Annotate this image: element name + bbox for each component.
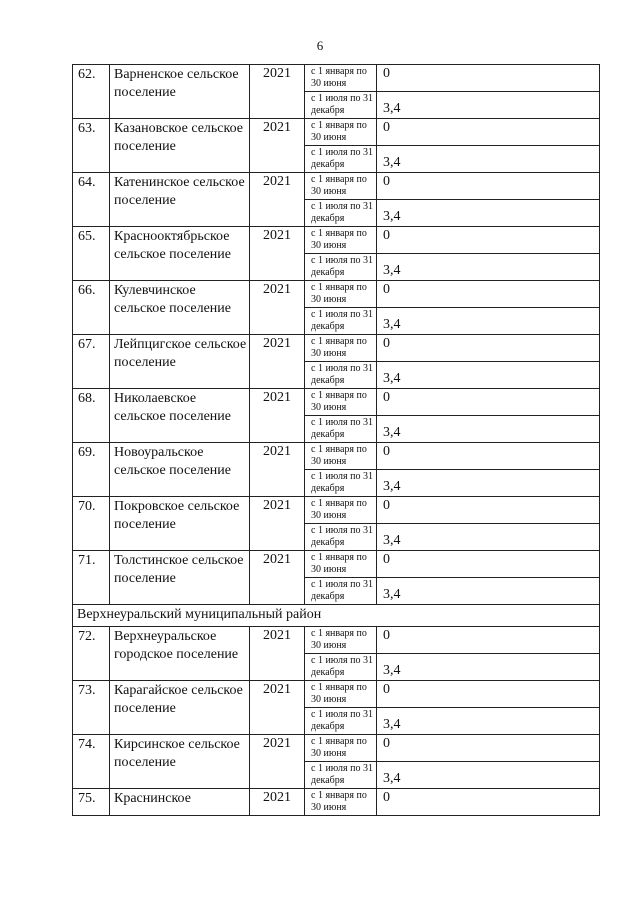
value-second-half: 3,4: [377, 762, 600, 789]
settlement-name: Карагайское сельское поселение: [110, 681, 250, 735]
value-second-half: 3,4: [377, 146, 600, 173]
period-second-half: с 1 июля по 31 декабря: [305, 146, 377, 173]
value-first-half: 0: [377, 681, 600, 708]
row-number: 73.: [73, 681, 110, 735]
value-first-half: 0: [377, 389, 600, 416]
period-first-half: с 1 января по 30 июня: [305, 65, 377, 92]
table-row: [73, 681, 600, 708]
settlement-name: Новоуральское сельское поселение: [110, 443, 250, 497]
period-first-half: с 1 января по 30 июня: [305, 281, 377, 308]
period-second-half: с 1 июля по 31 декабря: [305, 200, 377, 227]
district-name: Верхнеуральский муниципальный район: [73, 605, 600, 627]
row-number: 71.: [73, 551, 110, 605]
period-second-half: с 1 июля по 31 декабря: [305, 416, 377, 443]
year: 2021: [250, 119, 305, 173]
table-row: [73, 443, 600, 470]
value-first-half: 0: [377, 173, 600, 200]
table-row: [73, 65, 600, 92]
settlement-name: Краснинское: [110, 789, 250, 816]
row-number: 64.: [73, 173, 110, 227]
row-number: 75.: [73, 789, 110, 816]
row-number: 63.: [73, 119, 110, 173]
value-first-half: 0: [377, 65, 600, 92]
period-first-half: с 1 января по 30 июня: [305, 119, 377, 146]
year: 2021: [250, 65, 305, 119]
table-row: [73, 227, 600, 254]
year: 2021: [250, 627, 305, 681]
year: 2021: [250, 735, 305, 789]
settlement-name: Варненское сельское поселение: [110, 65, 250, 119]
year: 2021: [250, 227, 305, 281]
settlement-rows: [73, 65, 600, 605]
row-number: 72.: [73, 627, 110, 681]
value-first-half: 0: [377, 335, 600, 362]
settlement-name: Верхнеуральское городское поселение: [110, 627, 250, 681]
settlement-name: Кулевчинское сельское поселение: [110, 281, 250, 335]
period-first-half: с 1 января по 30 июня: [305, 627, 377, 654]
period-second-half: с 1 июля по 31 декабря: [305, 254, 377, 281]
period-first-half: с 1 января по 30 июня: [305, 227, 377, 254]
table-row: [73, 551, 600, 578]
value-first-half: 0: [377, 551, 600, 578]
value-first-half: 0: [377, 789, 600, 816]
year: 2021: [250, 443, 305, 497]
year: 2021: [250, 281, 305, 335]
value-second-half: 3,4: [377, 200, 600, 227]
district-settlement-rows: [73, 627, 600, 789]
table-row: [73, 389, 600, 416]
row-number: 65.: [73, 227, 110, 281]
district-row: [73, 605, 600, 627]
year: 2021: [250, 681, 305, 735]
value-first-half: 0: [377, 627, 600, 654]
row-number: 70.: [73, 497, 110, 551]
value-first-half: 0: [377, 281, 600, 308]
row-number: 68.: [73, 389, 110, 443]
period-first-half: с 1 января по 30 июня: [305, 551, 377, 578]
settlement-name: Николаевское сельское поселение: [110, 389, 250, 443]
value-second-half: 3,4: [377, 254, 600, 281]
value-second-half: 3,4: [377, 470, 600, 497]
tariff-table: [72, 64, 600, 816]
table-row: [73, 735, 600, 762]
year: 2021: [250, 173, 305, 227]
value-second-half: 3,4: [377, 524, 600, 551]
table-row: [73, 789, 600, 816]
period-first-half: с 1 января по 30 июня: [305, 735, 377, 762]
period-first-half: с 1 января по 30 июня: [305, 389, 377, 416]
period-second-half: с 1 июля по 31 декабря: [305, 708, 377, 735]
table-row: [73, 281, 600, 308]
year: 2021: [250, 497, 305, 551]
period-first-half: с 1 января по 30 июня: [305, 335, 377, 362]
period-first-half: с 1 января по 30 июня: [305, 681, 377, 708]
period-first-half: с 1 января по 30 июня: [305, 497, 377, 524]
value-second-half: 3,4: [377, 362, 600, 389]
period-first-half: с 1 января по 30 июня: [305, 443, 377, 470]
value-second-half: 3,4: [377, 308, 600, 335]
value-first-half: 0: [377, 443, 600, 470]
row-number: 69.: [73, 443, 110, 497]
value-first-half: 0: [377, 497, 600, 524]
settlement-name: Краснооктябрьское сельское поселение: [110, 227, 250, 281]
row-number: 62.: [73, 65, 110, 119]
period-first-half: с 1 января по 30 июня: [305, 789, 377, 816]
year: 2021: [250, 551, 305, 605]
row-number: 74.: [73, 735, 110, 789]
period-second-half: с 1 июля по 31 декабря: [305, 578, 377, 605]
row-number: 67.: [73, 335, 110, 389]
value-second-half: 3,4: [377, 578, 600, 605]
period-second-half: с 1 июля по 31 декабря: [305, 524, 377, 551]
period-second-half: с 1 июля по 31 декабря: [305, 362, 377, 389]
row-number: 66.: [73, 281, 110, 335]
table-row: [73, 173, 600, 200]
value-first-half: 0: [377, 119, 600, 146]
value-first-half: 0: [377, 227, 600, 254]
settlement-name: Кирсинское сельское поселение: [110, 735, 250, 789]
table-row: [73, 335, 600, 362]
period-second-half: с 1 июля по 31 декабря: [305, 92, 377, 119]
settlement-name: Толстинское сельское поселение: [110, 551, 250, 605]
settlement-name: Покровское сельское поселение: [110, 497, 250, 551]
period-second-half: с 1 июля по 31 декабря: [305, 470, 377, 497]
settlement-name: Казановское сельское поселение: [110, 119, 250, 173]
year: 2021: [250, 335, 305, 389]
period-second-half: с 1 июля по 31 декабря: [305, 762, 377, 789]
value-second-half: 3,4: [377, 708, 600, 735]
table-row: [73, 119, 600, 146]
table-row: [73, 497, 600, 524]
year: 2021: [250, 789, 305, 816]
page-number: 6: [316, 38, 324, 53]
period-second-half: с 1 июля по 31 декабря: [305, 308, 377, 335]
value-second-half: 3,4: [377, 416, 600, 443]
value-second-half: 3,4: [377, 92, 600, 119]
table-row: [73, 627, 600, 654]
year: 2021: [250, 389, 305, 443]
value-second-half: 3,4: [377, 654, 600, 681]
period-second-half: с 1 июля по 31 декабря: [305, 654, 377, 681]
period-first-half: с 1 января по 30 июня: [305, 173, 377, 200]
settlement-name: Лейпцигское сельское поселение: [110, 335, 250, 389]
value-first-half: 0: [377, 735, 600, 762]
settlement-name: Катенинское сельское поселение: [110, 173, 250, 227]
